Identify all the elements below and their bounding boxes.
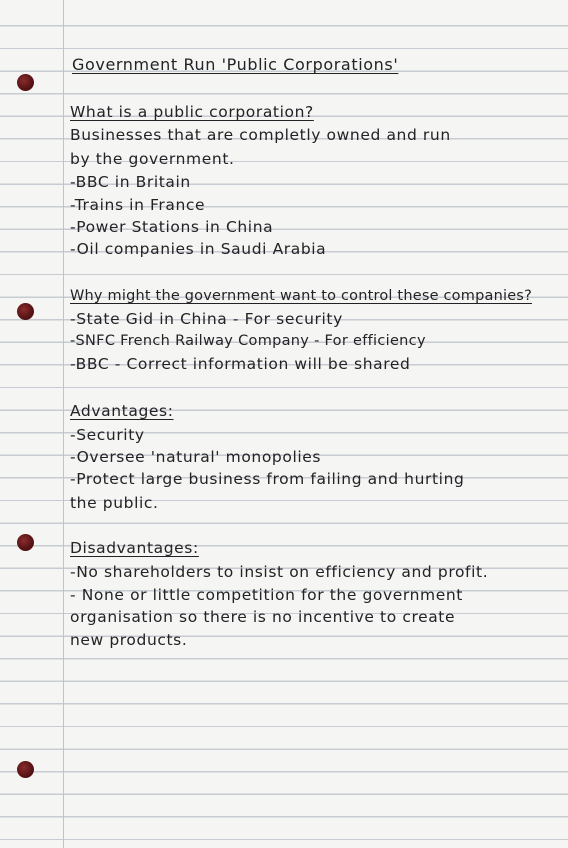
section-heading: What is a public corporation?	[70, 103, 314, 121]
note-line: -Security	[70, 426, 145, 444]
punch-hole	[17, 761, 34, 778]
note-line: -SNFC French Railway Company - For efficiency	[70, 333, 426, 349]
note-line: -Protect large business from failing and hurting	[70, 470, 465, 488]
page-title: Government Run 'Public Corporations'	[72, 55, 399, 74]
note-line: -Oil companies in Saudi Arabia	[70, 240, 327, 258]
note-line: by the government.	[70, 150, 235, 168]
margin-line	[63, 0, 64, 848]
note-line: -No shareholders to insist on efficiency and profit.	[70, 563, 489, 581]
punch-hole	[17, 534, 34, 551]
punch-hole	[17, 74, 34, 91]
section-heading: Why might the government want to control these companies?	[70, 288, 532, 304]
note-line: Businesses that are completly owned and run	[70, 126, 451, 144]
note-line: new products.	[70, 631, 188, 649]
section-heading: Advantages:	[70, 402, 174, 420]
punch-hole	[17, 303, 34, 320]
note-line: organisation so there is no incentive to create	[70, 608, 456, 626]
note-line: -Trains in France	[70, 196, 206, 214]
note-line: -BBC - Correct information will be shared	[70, 355, 411, 373]
note-line: -Oversee 'natural' monopolies	[70, 448, 322, 466]
note-line: -BBC in Britain	[70, 173, 191, 191]
note-line: the public.	[70, 494, 159, 512]
note-line: - None or little competition for the government	[70, 586, 463, 604]
note-line: -State Gid in China - For security	[70, 310, 343, 328]
note-line: -Power Stations in China	[70, 218, 274, 236]
section-heading: Disadvantages:	[70, 539, 199, 557]
